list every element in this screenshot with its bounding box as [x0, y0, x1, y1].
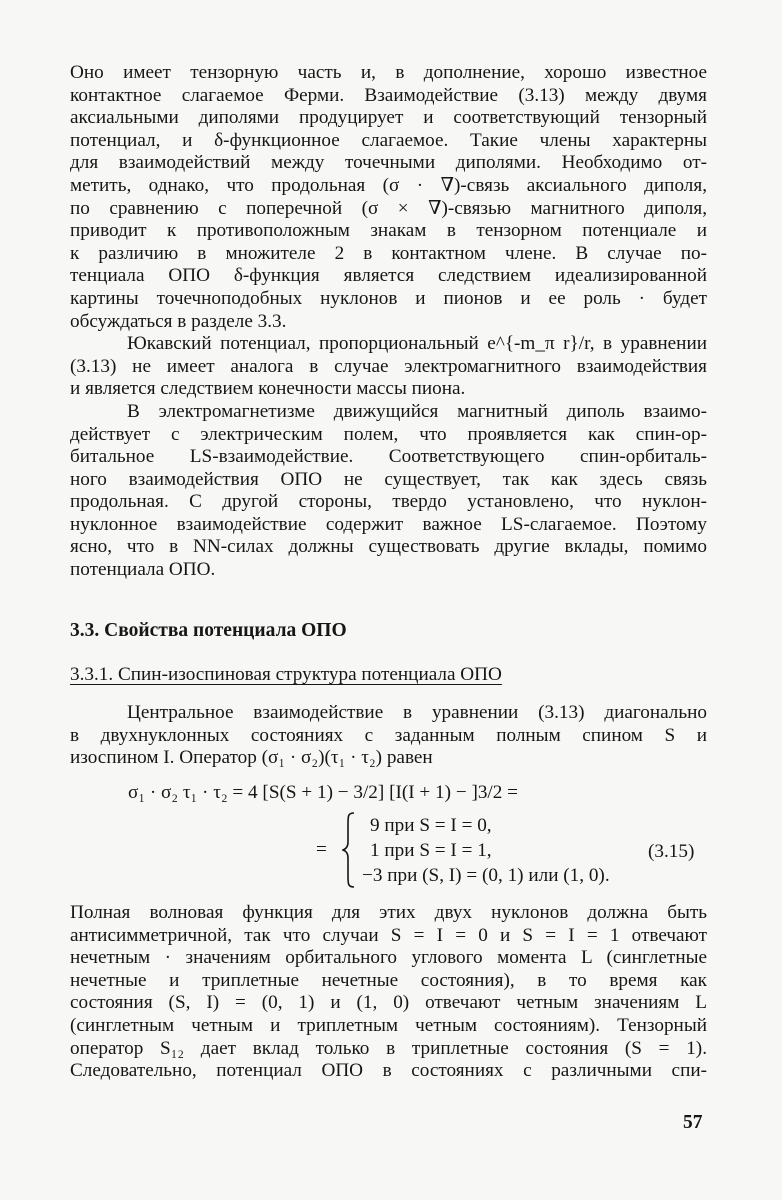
paragraph-5 [70, 902, 707, 1083]
case-line: −3 при (S, I) = (0, 1) или (1, 0). [362, 865, 610, 886]
text-line: битальное LS-взаимодействие. Соответствующего спин-орбиталь- [70, 446, 707, 468]
body-text-top [70, 62, 707, 582]
left-brace-icon [342, 812, 356, 888]
equation-main: σ₁ · σ₂ τ₁ · τ₂ = 4 [S(S + 1) − 3/2] [I(I + 1) − ]3/2 = [128, 782, 518, 803]
text-line: Центральное взаимодействие в уравнении (3.13) диагонально [127, 702, 707, 723]
text-line: и является следствием конечности массы пиона. [70, 378, 466, 400]
paragraph-3 [70, 401, 707, 582]
text-line: Оно имеет тензорную часть и, в дополнение, хорошо известное [70, 62, 707, 83]
text-line: нечетным · значениям орбитального углового момента L (синглетные [70, 947, 707, 969]
text-line: по сравнению с поперечной (σ × ∇)-связью магнитного диполя, [70, 197, 707, 219]
text-line: ясно, что в NN-силах должны существовать другие вклады, помимо [70, 536, 707, 558]
text-line: изоспином I. Оператор (σ₁ · σ₂)(τ₁ · τ₂) равен [70, 747, 433, 769]
text-line: картины точечноподобных нуклонов и пионов и ее роль · будет [70, 287, 707, 309]
text-line: потенциал, и δ-функционное слагаемое. Такие члены характерны [70, 129, 707, 151]
text-line: потенциала ОПО. [70, 559, 216, 581]
text-line: Полная волновая функция для этих двух нуклонов должна быть [70, 902, 707, 923]
paragraph-1 [70, 62, 707, 333]
text-line: антисимметричной, так что случаи S = I = 0 и S = I = 1 отвечают [70, 924, 707, 946]
text-line: для взаимодействий между точечными диполями. Необходимо от- [70, 152, 707, 174]
text-line: к различию в множителе 2 в контактном члене. В случае по- [70, 242, 707, 264]
case-line: 1 при S = I = 1, [370, 840, 492, 861]
text-line: аксиальными диполями продуцирует и соответствующий тензорный [70, 107, 707, 129]
equals-sign: = [316, 839, 327, 860]
text-line: нечетные и триплетные нечетные состояния), в то время как [70, 969, 707, 991]
text-line: приводит к противоположным знакам в тензорном потенциале и [70, 220, 707, 242]
text-line: В электромагнетизме движущийся магнитный диполь взаимо- [127, 400, 707, 422]
text-line: продольная. С другой стороны, твердо установлено, что нуклон- [70, 491, 707, 513]
text-line: (3.13) не имеет аналога в случае электромагнитного взаимодействия [70, 355, 707, 377]
text-line: ного взаимодействия ОПО не существует, так как здесь связь [70, 468, 707, 490]
text-line: (синглетным четным и триплетным четным состояниям). Тензорный [70, 1014, 707, 1036]
text-line: действует с электрическим полем, что проявляется как спин-ор- [70, 423, 707, 445]
section-title: 3.3. Свойства потенциала ОПО [70, 620, 347, 641]
equation-cases [312, 812, 702, 888]
text-line: Следовательно, потенциал ОПО в состояниях с различными спи- [70, 1060, 707, 1082]
text-line: состояния (S, I) = (0, 1) и (1, 0) отвечают четным значениям L [70, 992, 707, 1014]
text-line: контактное слагаемое Ферми. Взаимодействие (3.13) между двумя [70, 84, 707, 106]
page-number: 57 [683, 1112, 703, 1133]
case-line: 9 при S = I = 0, [370, 815, 492, 836]
subsection-title: 3.3.1. Спин-изоспиновая структура потенциала ОПО [70, 664, 502, 685]
paragraph-2 [70, 333, 707, 401]
text-line: метить, однако, что продольная (σ · ∇)-связь аксиального диполя, [70, 174, 707, 196]
text-line: в двухнуклонных состояниях с заданным полным спином S и [70, 724, 707, 746]
text-line: Юкавский потенциал, пропорциональный e^{-m_π r}/r, в уравнении [127, 333, 707, 355]
text-line: оператор S₁₂ дает вклад только в триплетные состояния (S = 1). [70, 1037, 707, 1059]
equation-number: (3.15) [648, 841, 695, 862]
paragraph-4 [70, 702, 707, 770]
text-line: тенциала ОПО δ-функция является следствием идеализированной [70, 265, 707, 287]
text-line: обсуждаться в разделе 3.3. [70, 310, 287, 332]
text-line: нуклонное взаимодействие содержит важное LS-слагаемое. Поэтому [70, 513, 707, 535]
